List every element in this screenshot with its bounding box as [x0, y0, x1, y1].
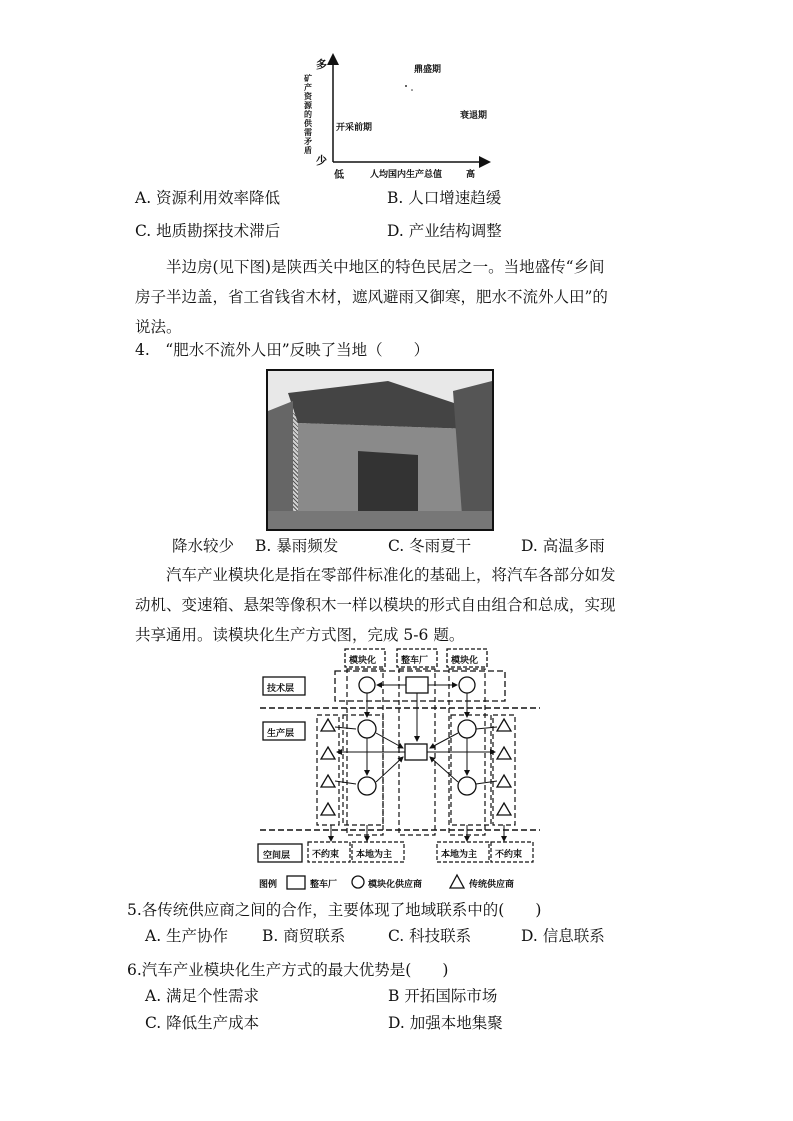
stage-initial: 开采前期 [336, 123, 373, 133]
legend-module-supplier: 模块化供应商 [368, 880, 423, 890]
passage-line: 说法。 [135, 318, 182, 336]
half-house-photo [266, 369, 494, 531]
top-label-module-right: 模块化 [451, 656, 479, 666]
q3-option-c: C. 地质勘探技术滞后 [135, 222, 281, 240]
q3-option-d: D. 产业结构调整 [387, 222, 502, 240]
q6-option-b: B 开拓国际市场 [388, 987, 498, 1005]
q5-option-c: C. 科技联系 [388, 927, 472, 945]
y-axis-label: 矿产资源的供需矛盾 [304, 74, 312, 155]
passage-line: 动机、变速箱、悬架等像积木一样以模块的形式自由组合和总成，实现 [135, 596, 616, 614]
house-illustration [268, 371, 492, 529]
q5-stem: 5.各传统供应商之间的合作，主要体现了地域联系中的( ) [127, 901, 542, 919]
q6-option-c: C. 降低生产成本 [145, 1014, 260, 1032]
q3-option-b: B. 人口增速趋缓 [387, 189, 502, 207]
q5-option-d: D. 信息联系 [521, 927, 605, 945]
passage-auto [135, 560, 665, 650]
top-label-oem: 整车厂 [401, 656, 429, 666]
y-axis-top: 多 [316, 58, 327, 71]
q3-option-a: A. 资源利用效率降低 [135, 189, 281, 207]
passage-line: 共享通用。读模块化生产方式图，完成 5-6 题。 [135, 626, 465, 644]
legend-oem: 整车厂 [310, 880, 338, 890]
q4-option-d: D. 高温多雨 [521, 537, 605, 555]
passage-line: 房子半边盖，省工省钱省木材，遮风避雨又御寒，肥水不流外人田”的 [135, 288, 608, 306]
x-axis-left: 低 [334, 170, 344, 181]
modular-production-diagram [255, 645, 545, 895]
q6-option-a: A. 满足个性需求 [145, 987, 260, 1005]
q6-stem: 6.汽车产业模块化生产方式的最大优势是( ) [127, 961, 449, 979]
q5-option-b: B. 商贸联系 [262, 927, 346, 945]
space-local-left: 本地为主 [356, 850, 393, 860]
q5-option-a: A. 生产协作 [145, 927, 229, 945]
layer-prod-label: 生产层 [267, 729, 295, 739]
layer-tech-label: 技术层 [267, 684, 295, 694]
resource-gdp-chart [300, 50, 500, 180]
passage-line: 半边房(见下图)是陕西关中地区的特色民居之一。当地盛传“乡间 [166, 258, 605, 276]
space-local-right: 本地为主 [441, 850, 478, 860]
legend-trad-supplier: 传统供应商 [469, 880, 515, 890]
q4-option-c: C. 冬雨夏干 [388, 537, 472, 555]
stage-mature: 鼎盛期 [414, 65, 442, 75]
legend-title: 图例 [259, 880, 278, 890]
q4-option-b: B. 暴雨频发 [255, 537, 339, 555]
x-axis-label: 人均国内生产总值 [370, 170, 443, 180]
passage-line: 汽车产业模块化是指在零部件标准化的基础上，将汽车各部分如发 [166, 566, 616, 584]
q4-option-a: 降水较少 [172, 537, 235, 555]
stage-late: 衰退期 [460, 111, 488, 121]
x-axis-right: 高 [466, 170, 476, 180]
layer-space-label: 空间层 [263, 851, 291, 861]
top-label-module-left: 模块化 [349, 656, 377, 666]
passage-half-house [135, 252, 665, 342]
y-axis-bottom: 少 [316, 154, 327, 167]
space-unconstrained-right: 不约束 [495, 850, 523, 860]
q6-option-d: D. 加强本地集聚 [388, 1014, 503, 1032]
q4-stem: 4. “肥水不流外人田”反映了当地（ ） [135, 341, 430, 359]
space-unconstrained-left: 不约束 [312, 850, 340, 860]
